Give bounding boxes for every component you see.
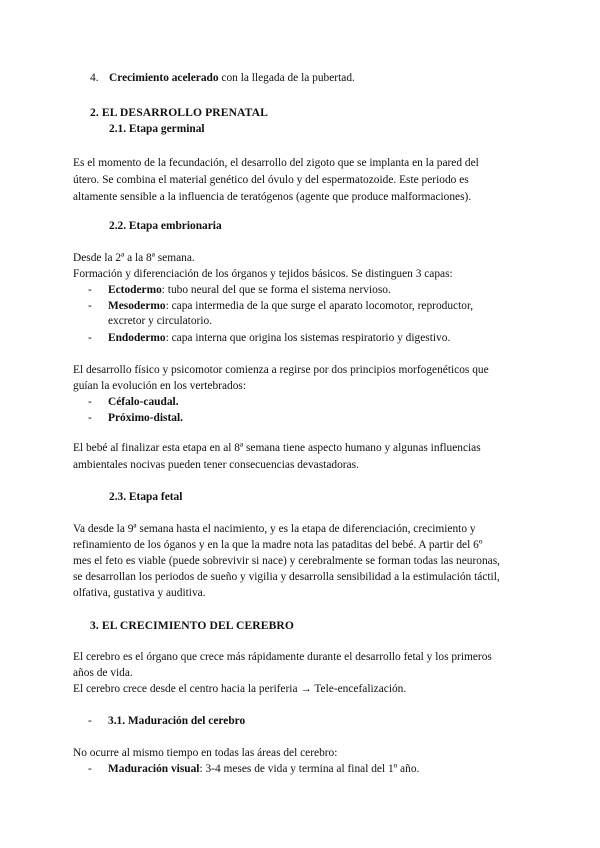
list-item-4: [109, 70, 355, 88]
paragraph-line: altamente sensible a la influencia de teratógenos (agente que produce malformaciones).: [73, 191, 472, 203]
paragraph-line: El desarrollo físico y psicomotor comienza a regirse por dos principios morfogenéticos que: [73, 364, 489, 376]
paragraph-line: No ocurre al mismo tiempo en todas las áreas del cerebro:: [73, 747, 338, 759]
bullet-dash: -: [88, 396, 92, 408]
list-item-endodermo: [108, 330, 450, 348]
paragraph-line: se desarrollan los periodos de sueño y vigilia y desarrolla sensibilidad a la estimulación táctil,: [73, 571, 500, 583]
paragraph-line: guían la evolución en los vertebrados:: [73, 380, 247, 392]
subsection-2-1-heading: 2.1. Etapa germinal: [109, 123, 205, 135]
bold-term: Ectodermo: [108, 284, 162, 296]
paragraph-line: años de vida.: [73, 667, 133, 679]
paragraph-line: El bebé al finalizar esta etapa en al 8ª semana tiene aspecto humano y algunas influencias: [73, 442, 481, 454]
paragraph-line: Va desde la 9ª semana hasta el nacimiento, y es la etapa de diferenciación, crecimiento y: [73, 523, 476, 535]
paragraph-line: El cerebro es el órgano que crece más rápidamente durante el desarrollo fetal y los primeros: [73, 651, 492, 663]
bold-term: Maduración visual: [108, 763, 200, 775]
bold-term: Céfalo-caudal.: [108, 396, 179, 408]
paragraph-line: Es el momento de la fecundación, el desarrollo del zigoto que se implanta en la pared del: [73, 157, 479, 169]
list-item-ectodermo: [108, 282, 391, 300]
subsection-2-2-heading: 2.2. Etapa embrionaria: [109, 220, 222, 232]
item-text: : capa interna que origina los sistemas respiratorio y digestivo.: [165, 332, 451, 344]
paragraph-line: Desde la 2ª a la 8ª semana.: [73, 252, 195, 264]
bold-term: Próximo-distal.: [108, 412, 183, 424]
item-text: con la llegada de la pubertad.: [218, 72, 355, 84]
subsection-3-1-heading: 3.1. Maduración del cerebro: [108, 715, 246, 727]
bold-term: Endodermo: [108, 332, 166, 344]
bullet-dash: -: [88, 412, 92, 424]
list-number: 4.: [90, 72, 99, 84]
section-3-heading: 3. EL CRECIMIENTO DEL CEREBRO: [90, 619, 295, 632]
paragraph-line: olfativa, gustativa y auditiva.: [73, 587, 206, 599]
paragraph-line: Formación y diferenciación de los órganos y tejidos básicos. Se distinguen 3 capas:: [73, 268, 453, 280]
bullet-dash: -: [88, 332, 92, 344]
paragraph-line: El cerebro crece desde el centro hacia la periferia → Tele-encefalización.: [73, 683, 407, 695]
item-text: : tubo neural del que se forma el sistema nervioso.: [161, 284, 391, 296]
list-item-cefalo-caudal: [108, 394, 179, 412]
paragraph-line: mes el feto es viable (puede sobrevivir si nace) y cerebralmente se forman todas las neuronas,: [73, 555, 500, 567]
item-text: : 3-4 meses de vida y termina al final del 1º año.: [199, 763, 420, 775]
bullet-dash: -: [88, 284, 92, 296]
list-item-maduracion-visual: [108, 761, 419, 779]
list-item-continuation: excretor y circulatorio.: [108, 315, 213, 327]
list-item-proximo-distal: [108, 410, 183, 428]
subsection-2-3-heading: 2.3. Etapa fetal: [109, 491, 183, 503]
paragraph-line: refinamiento de los óganos y en la que la madre nota las pataditas del bebé. A partir del 6º: [73, 539, 483, 551]
item-text: : capa intermedia de la que surge el aparato locomotor, reproductor,: [165, 300, 474, 312]
paragraph-line: útero. Se combina el material genético del óvulo y del espermatozoide. Este periodo es: [73, 174, 469, 186]
bullet-dash: -: [88, 300, 92, 312]
paragraph-line: ambientales nocivas pueden tener consecuencias devastadoras.: [73, 459, 359, 471]
bullet-dash: -: [88, 715, 92, 727]
section-2-heading: 2. EL DESARROLLO PRENATAL: [90, 106, 268, 119]
bold-term: Crecimiento acelerado: [109, 72, 219, 84]
bold-term: Mesodermo: [108, 300, 166, 312]
bullet-dash: -: [88, 763, 92, 775]
